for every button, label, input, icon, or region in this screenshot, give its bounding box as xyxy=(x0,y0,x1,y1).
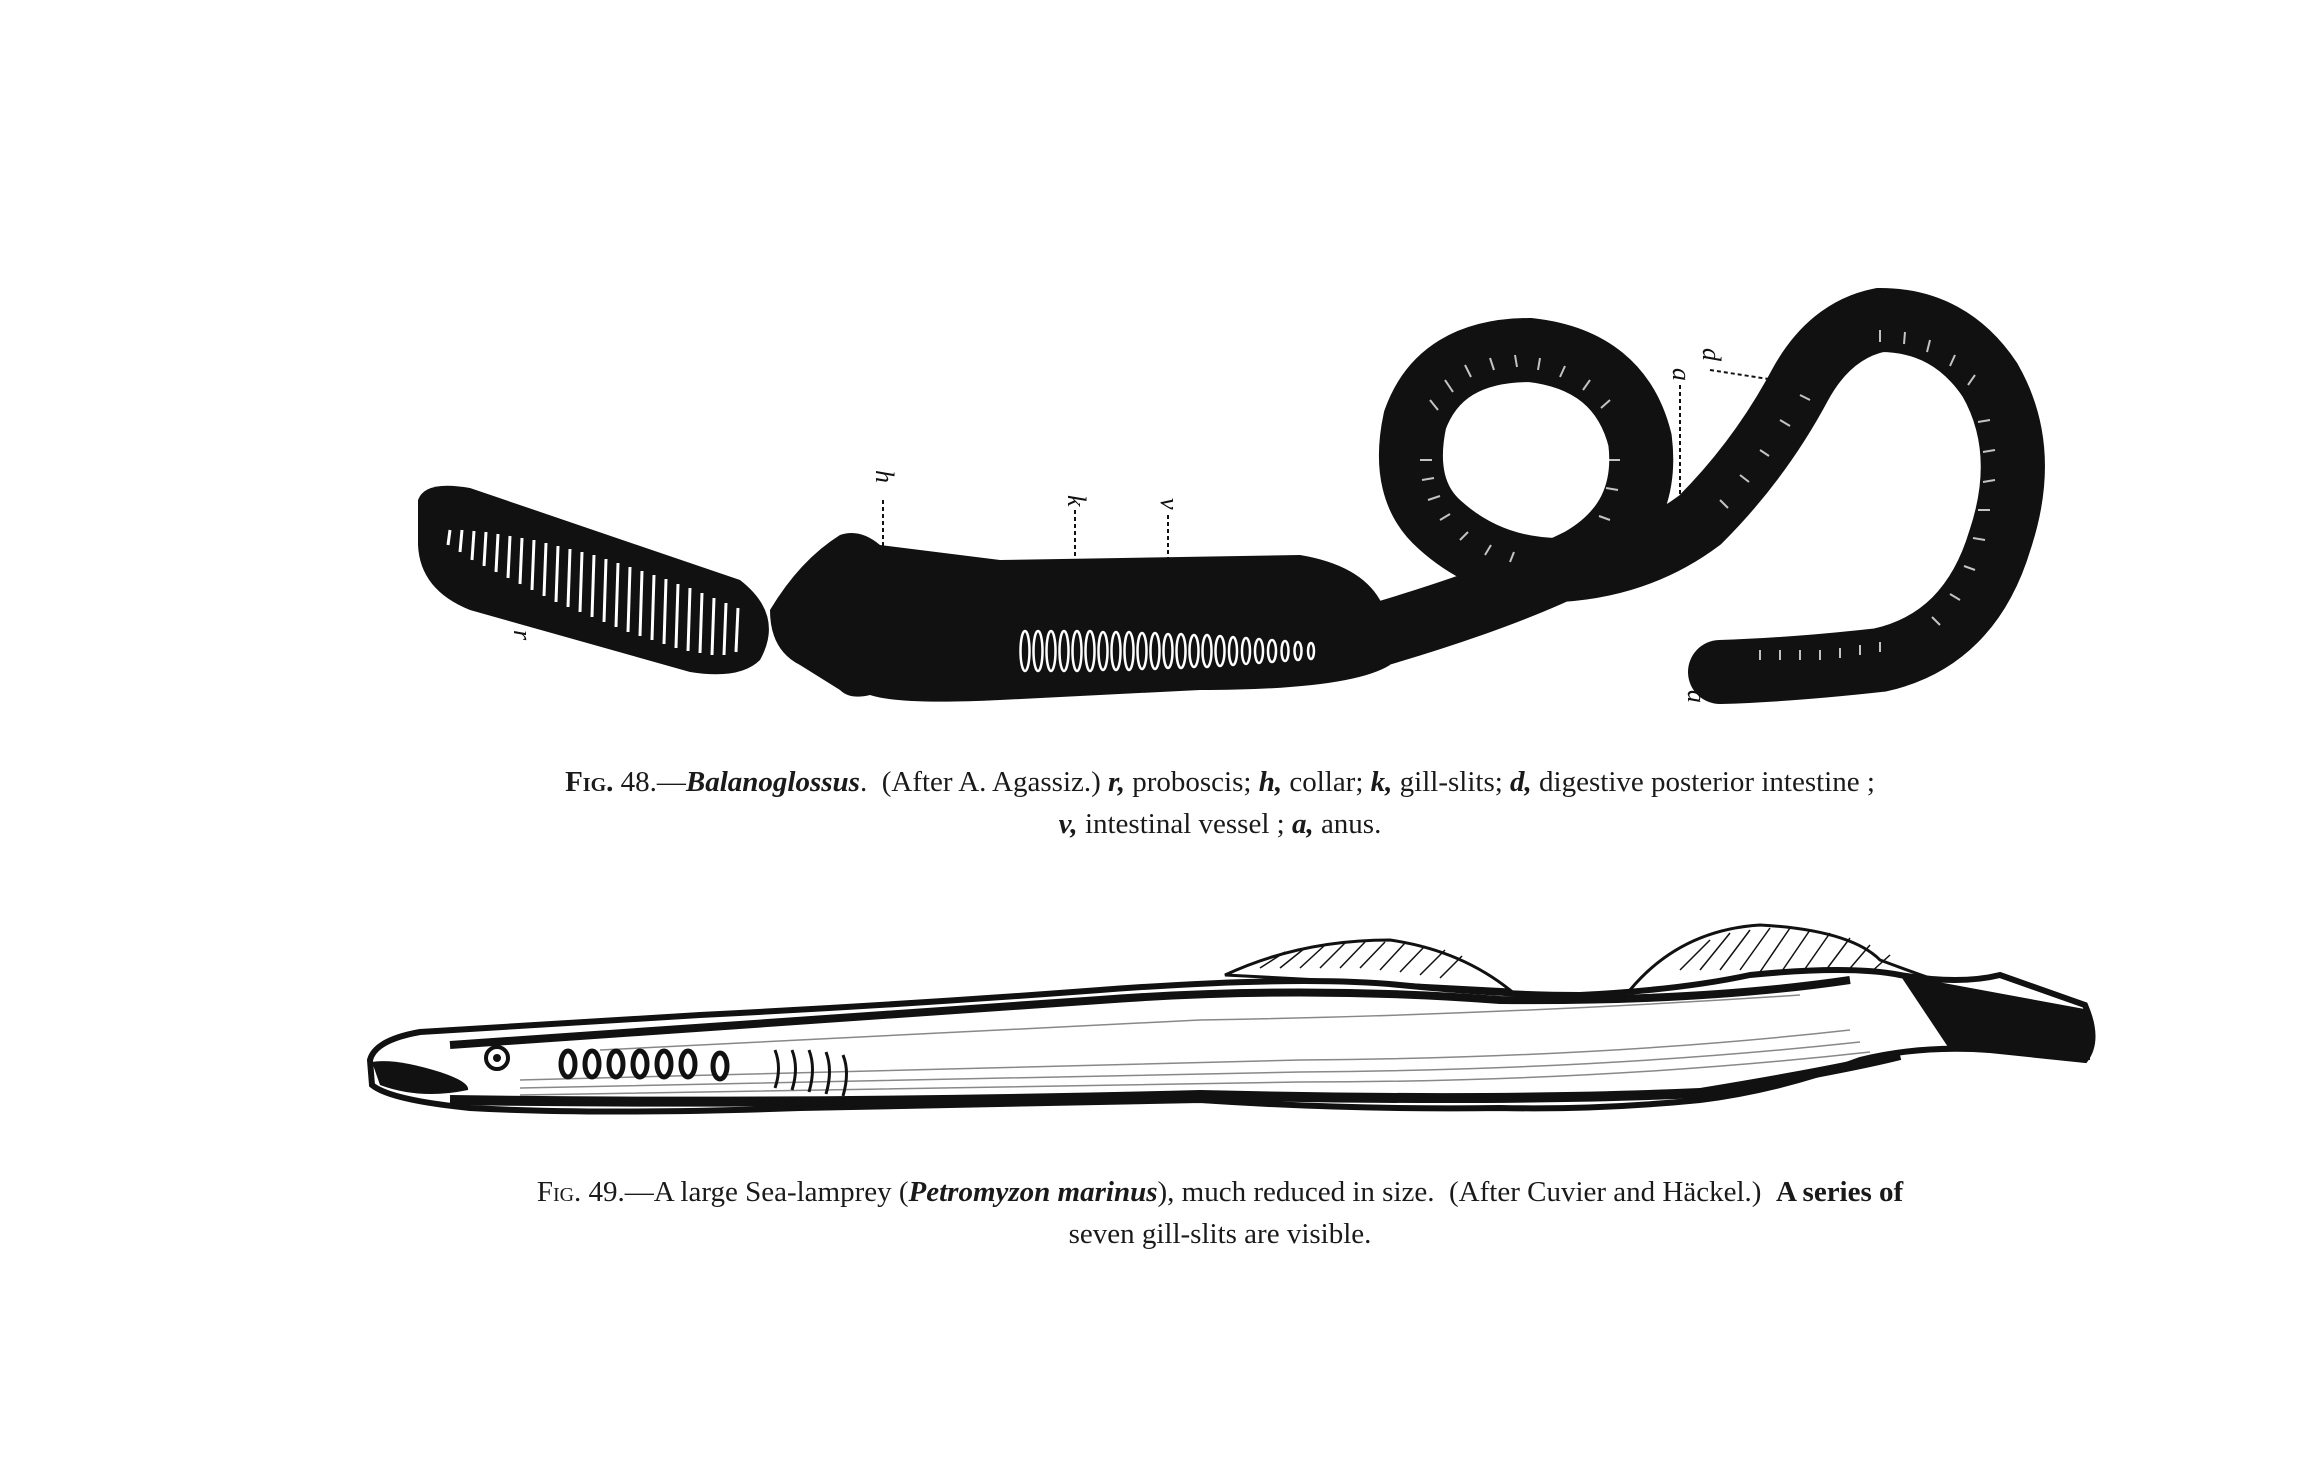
figure-48-illustration xyxy=(0,250,2318,730)
fig-49-dash: — xyxy=(624,1176,654,1208)
item-key-r: r, xyxy=(1108,766,1125,798)
proboscis xyxy=(418,486,769,675)
caption-48-line-1: Fig. 48.—Balanoglossus. (After A. Agassiz.) r, proboscis; h, collar; k, gill-slits; d, digestive posterior intestine ; xyxy=(565,766,1875,798)
item-key-k: k, xyxy=(1370,766,1393,798)
fig-49-text-a: A large Sea-lamprey ( xyxy=(653,1176,909,1208)
label-h: h xyxy=(870,470,899,483)
fig-49-after: (After Cuvier and Häckel.) xyxy=(1449,1176,1762,1208)
figure-49-caption xyxy=(350,1171,2090,1255)
label-a-upper: a xyxy=(1667,368,1696,381)
label-v: v xyxy=(1155,498,1184,510)
caption-48-line-2 xyxy=(350,803,2090,845)
label-a-lower: a xyxy=(1682,690,1711,703)
fig-48-dash: — xyxy=(656,766,686,798)
item-text-k: gill-slits; xyxy=(1399,766,1503,798)
fig-49-text-b: ), much reduced in size. xyxy=(1157,1176,1435,1208)
item-text-d: digestive posterior intestine ; xyxy=(1539,766,1875,798)
label-k: k xyxy=(1062,495,1091,507)
fig-49-number: 49. xyxy=(588,1176,625,1208)
fig-49-prefix: Fig. xyxy=(536,1176,582,1208)
item-key-a: a, xyxy=(1291,808,1314,840)
figure-48-caption xyxy=(350,761,2090,845)
caption-49-line-2: seven gill-slits are visible. xyxy=(1068,1218,1372,1250)
item-text-v: intestinal vessel ; xyxy=(1084,808,1285,840)
item-key-h: h, xyxy=(1258,766,1283,798)
fig-48-genus: Balanoglossus xyxy=(685,766,860,798)
label-r: r xyxy=(508,630,537,641)
item-key-v: v, xyxy=(1058,808,1078,840)
fig-49-species: Petromyzon marinus xyxy=(908,1176,1158,1208)
item-key-d: d, xyxy=(1510,766,1532,798)
lamprey-eye xyxy=(486,1047,508,1069)
collar-and-trunk xyxy=(770,533,1393,702)
item-text-r: proboscis; xyxy=(1132,766,1252,798)
item-text-h: collar; xyxy=(1289,766,1364,798)
fig-48-after: (After A. Agassiz.) xyxy=(881,766,1101,798)
fig-48-prefix: Fig. xyxy=(565,766,614,798)
figure-49-illustration xyxy=(0,900,2318,1140)
fig-49-bold-text: A series of xyxy=(1775,1176,1904,1208)
caption-49-line-1 xyxy=(350,1171,2090,1213)
lamprey-body xyxy=(370,970,2093,1112)
label-d: d xyxy=(1697,348,1726,361)
fig-48-number: 48. xyxy=(620,766,657,798)
item-text-a: anus. xyxy=(1320,808,1382,840)
